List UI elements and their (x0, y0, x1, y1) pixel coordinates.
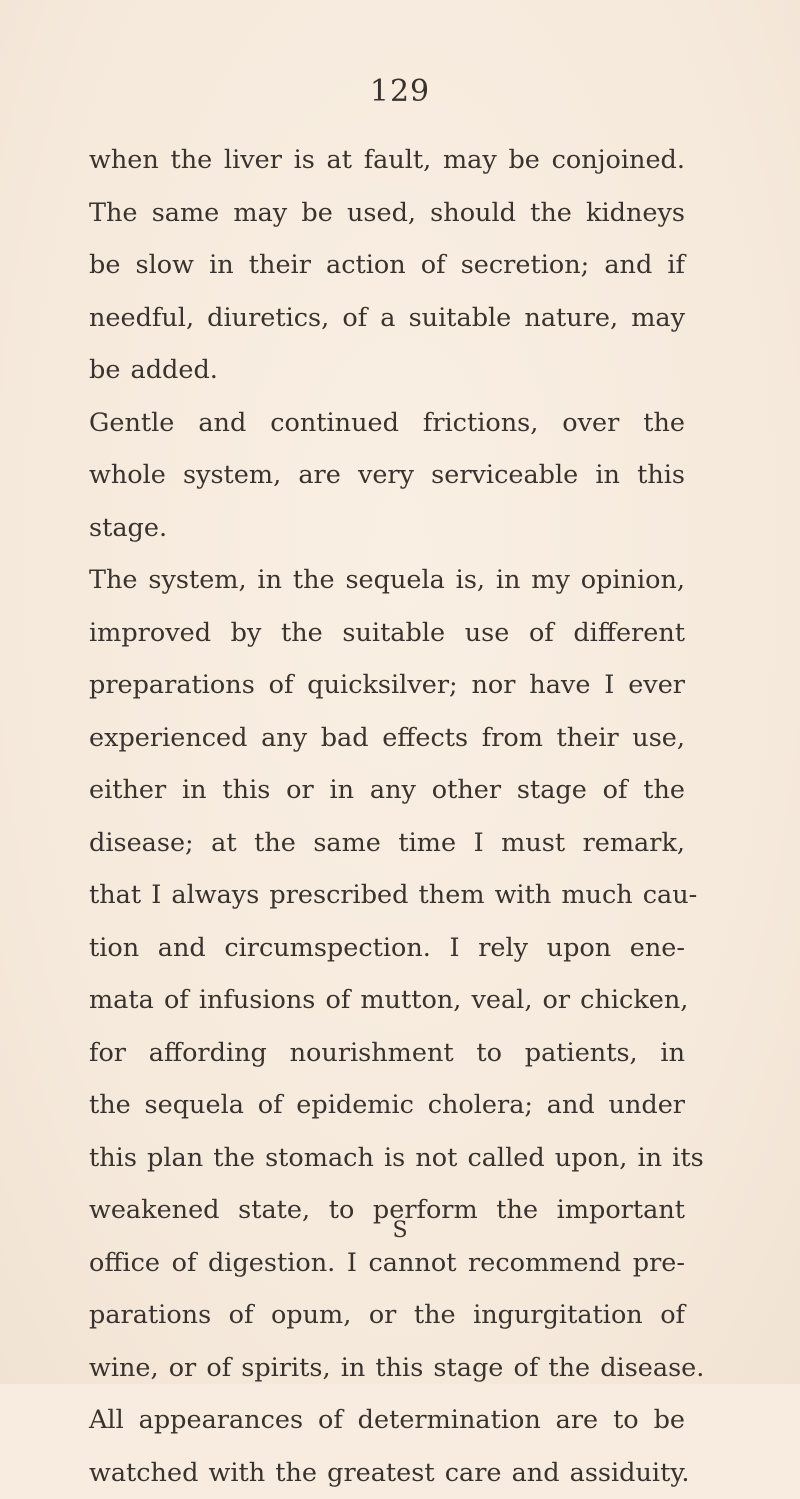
text-line: for affording nourishment to patients, in (89, 1027, 685, 1080)
text-line: wine, or of spirits, in this stage of the disease. (89, 1342, 685, 1395)
text-line: weakened state, to perform the important (89, 1184, 685, 1237)
body-text (89, 134, 685, 1499)
signature-mark: S (0, 1218, 800, 1243)
paragraph-start-line: Gentle and continued frictions, over the (89, 397, 685, 450)
text-line: disease; at the same time I must remark, (89, 817, 685, 870)
text-line: mata of infusions of mutton, veal, or chicken, (89, 974, 685, 1027)
text-line: be added. (89, 344, 685, 397)
text-line: parations of opum, or the ingurgitation of (89, 1289, 685, 1342)
page-number: 129 (0, 74, 800, 109)
text-line: when the liver is at fault, may be conjoined. (89, 134, 685, 187)
text-line: whole system, are very serviceable in this (89, 449, 685, 502)
text-line: either in this or in any other stage of the (89, 764, 685, 817)
text-line: watched with the greatest care and assiduity. (89, 1447, 685, 1499)
paragraph-start-line: The system, in the sequela is, in my opinion, (89, 554, 685, 607)
text-line: preparations of quicksilver; nor have I ever (89, 659, 685, 712)
text-line: office of digestion. I cannot recommend pre- (89, 1237, 685, 1290)
text-line: that I always prescribed them with much cau- (89, 869, 685, 922)
text-line: stage. (89, 502, 685, 555)
text-line: All appearances of determination are to be (89, 1394, 685, 1447)
text-line: needful, diuretics, of a suitable nature, may (89, 292, 685, 345)
text-line: tion and circumspection. I rely upon ene- (89, 922, 685, 975)
text-line: The same may be used, should the kidneys (89, 187, 685, 240)
text-line: improved by the suitable use of different (89, 607, 685, 660)
text-line: experienced any bad effects from their use, (89, 712, 685, 765)
text-line: the sequela of epidemic cholera; and under (89, 1079, 685, 1132)
text-line: this plan the stomach is not called upon, in its (89, 1132, 685, 1185)
text-line: be slow in their action of secretion; and if (89, 239, 685, 292)
